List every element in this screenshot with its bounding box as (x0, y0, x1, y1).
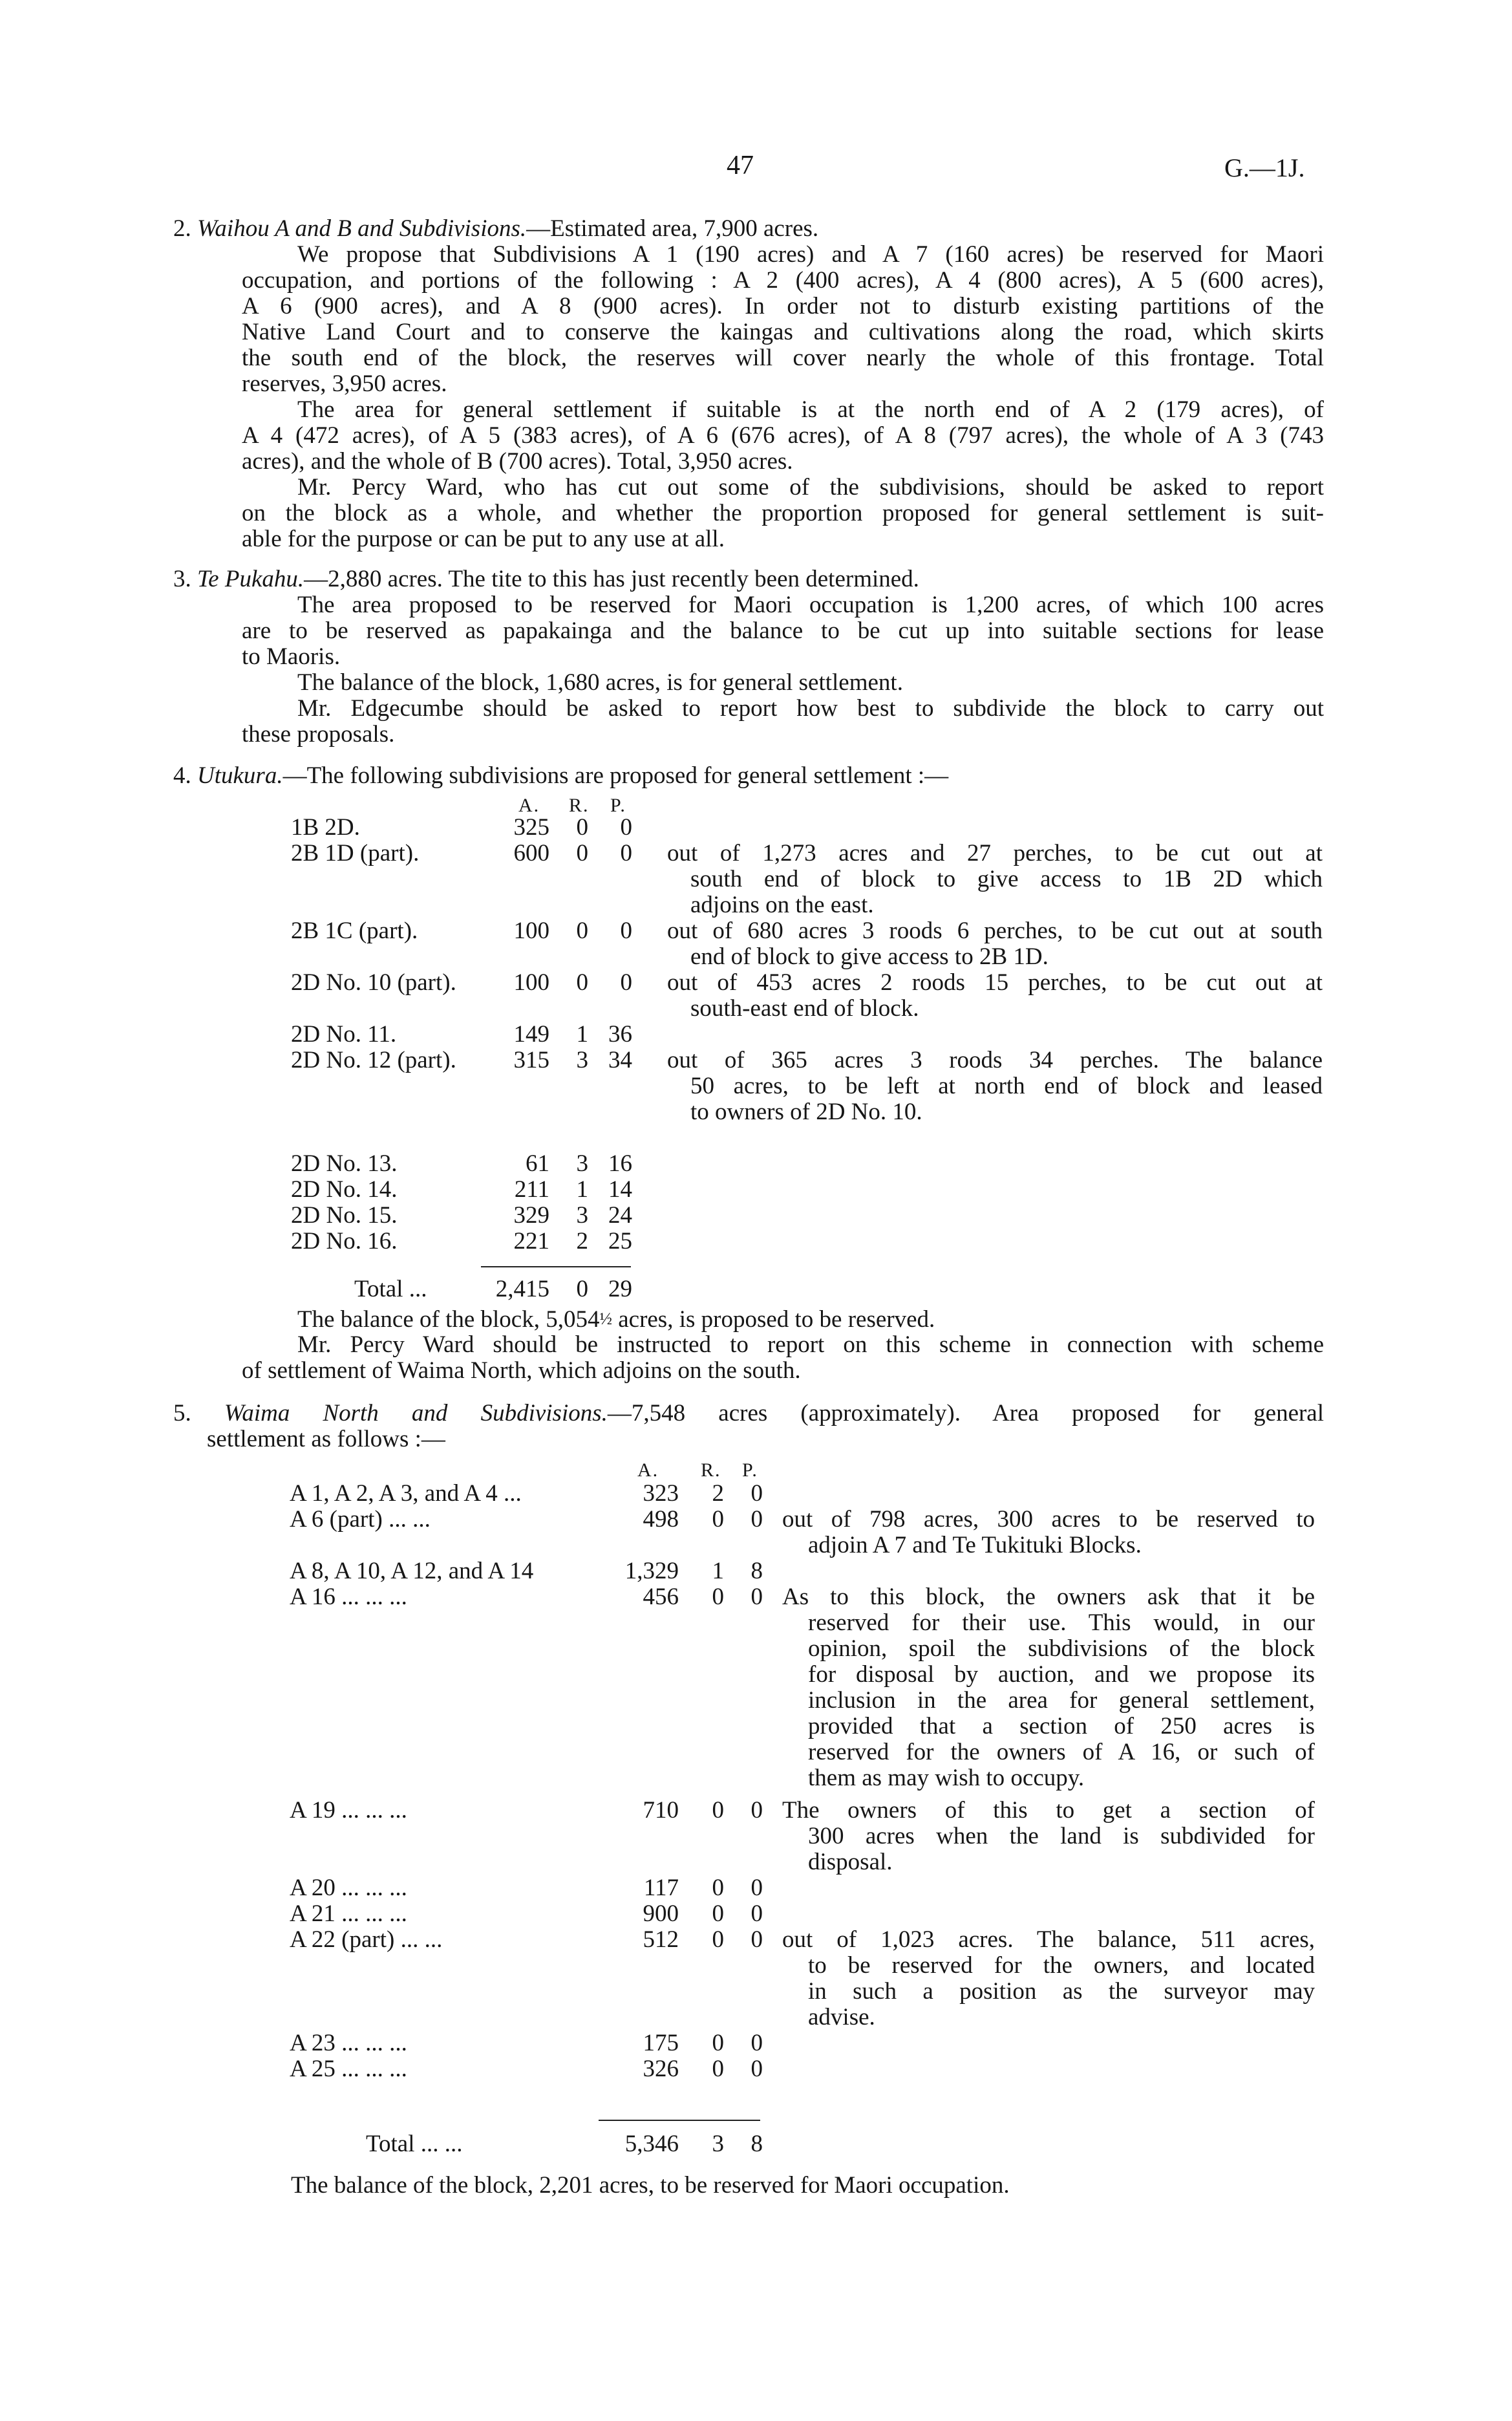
row-roods: 0 (712, 1506, 724, 1533)
row-perches: 16 (608, 1150, 632, 1177)
row-note-line: As to this block, the owners ask that it be (782, 1584, 1315, 1610)
column-header-acres: A. (637, 1459, 659, 1481)
row-roods: 0 (576, 969, 588, 996)
row-perches: 0 (751, 1584, 763, 1610)
row-perches: 25 (608, 1228, 632, 1254)
row-name: 2D No. 16. (291, 1228, 398, 1254)
row-acres: 498 (643, 1506, 679, 1533)
row-acres: 61 (526, 1150, 549, 1177)
column-header-roods: R. (569, 795, 590, 816)
column-header-acres: A. (518, 795, 540, 816)
row-acres: 221 (513, 1228, 549, 1254)
row-roods: 0 (712, 1926, 724, 1953)
row-note-line: south end of block to give access to 1B 2D which (690, 866, 1323, 892)
column-header-perches: P. (610, 795, 626, 816)
column-header-perches: P. (742, 1459, 758, 1481)
page-number: 47 (727, 151, 754, 180)
row-note-line: out of 798 acres, 300 acres to be reserved to (782, 1506, 1315, 1533)
row-perches: 0 (620, 918, 632, 944)
section-2-heading (173, 216, 818, 242)
row-perches: 34 (608, 1047, 632, 1073)
row-perches: 0 (751, 2030, 763, 2056)
row-roods: 0 (712, 1584, 724, 1610)
row-perches: 0 (751, 1480, 763, 1507)
row-roods: 0 (576, 840, 588, 866)
row-perches: 36 (608, 1021, 632, 1048)
row-note-line: to be reserved for the owners, and located (808, 1952, 1315, 1979)
total-rule (599, 2120, 760, 2121)
row-name: A 8, A 10, A 12, and A 14 (290, 1558, 534, 1584)
row-name: 2D No. 15. (291, 1202, 398, 1229)
row-perches: 0 (751, 1506, 763, 1533)
row-roods: 1 (576, 1021, 588, 1048)
row-note-line: disposal. (808, 1849, 893, 1875)
row-acres: 512 (643, 1926, 679, 1953)
column-header-roods: R. (701, 1459, 721, 1481)
section-lead: —Estimated area, 7,900 acres. (526, 215, 819, 242)
row-name: A 21 ... ... ... (290, 1900, 407, 1927)
row-note-line: to owners of 2D No. 10. (690, 1099, 922, 1125)
section-3-para-2: The balance of the block, 1,680 acres, is for general settlement. (297, 669, 903, 696)
row-note-line: advise. (808, 2004, 875, 2030)
row-roods: 0 (576, 918, 588, 944)
section-number: 2. (173, 215, 191, 242)
row-note-line: 300 acres when the land is subdivided for (808, 1823, 1315, 1849)
row-name: 1B 2D. (291, 814, 360, 841)
document-reference: G.—1J. (1224, 153, 1305, 182)
row-note-line: end of block to give access to 2B 1D. (690, 943, 1049, 970)
row-acres: 117 (643, 1875, 679, 1901)
section-title: Waihou A and B and Subdivisions. (197, 215, 527, 242)
row-name: 2D No. 10 (part). (291, 969, 456, 996)
row-acres: 900 (643, 1900, 679, 1927)
row-name: A 23 ... ... ... (290, 2030, 407, 2056)
section-4-balance-note: The balance of the block, 5,054½ acres, is proposed to be reserved. (297, 1306, 935, 1333)
row-perches: 14 (608, 1176, 632, 1203)
row-note-line: out of 1,023 acres. The balance, 511 acres, (782, 1926, 1315, 1953)
total-rule (481, 1266, 631, 1267)
row-note-line: reserved for their use. This would, in our (808, 1609, 1315, 1636)
row-acres: 456 (643, 1584, 679, 1610)
row-acres: 175 (643, 2030, 679, 2056)
row-roods: 0 (712, 1900, 724, 1927)
row-roods: 1 (576, 1176, 588, 1203)
row-acres: 329 (513, 1202, 549, 1229)
row-roods: 2 (712, 1480, 724, 1507)
row-note-line: inclusion in the area for general settlement, (808, 1687, 1315, 1714)
row-perches: 0 (620, 840, 632, 866)
row-acres: 326 (643, 2056, 679, 2082)
row-perches: 0 (751, 1900, 763, 1927)
row-name: A 20 ... ... ... (290, 1875, 407, 1901)
row-roods: 0 (712, 2030, 724, 2056)
section-4-heading: 4. Utukura.—The following subdivisions are proposed for general settlement :— (173, 762, 949, 789)
row-perches: 0 (751, 1797, 763, 1824)
row-note-line: adjoins on the east. (690, 892, 874, 918)
row-roods: 0 (712, 2056, 724, 2082)
row-roods: 2 (576, 1228, 588, 1254)
row-acres: 100 (513, 969, 549, 996)
row-note-line: provided that a section of 250 acres is (808, 1713, 1315, 1739)
row-acres: 149 (513, 1021, 549, 1048)
row-acres: 710 (643, 1797, 679, 1824)
row-perches: 0 (751, 1875, 763, 1901)
row-acres: 325 (513, 814, 549, 841)
row-name: 2D No. 13. (291, 1150, 398, 1177)
row-name: A 19 ... ... ... (290, 1797, 407, 1824)
row-perches: 0 (620, 969, 632, 996)
row-note-line: out of 1,273 acres and 27 perches, to be cut out at (667, 840, 1323, 866)
row-roods: 0 (712, 1875, 724, 1901)
row-name: A 16 ... ... ... (290, 1584, 407, 1610)
row-name: A 25 ... ... ... (290, 2056, 407, 2082)
row-name: A 22 (part) ... ... (290, 1926, 443, 1953)
row-acres: 600 (513, 840, 549, 866)
row-roods: 3 (576, 1047, 588, 1073)
row-perches: 24 (608, 1202, 632, 1229)
row-perches: 0 (620, 814, 632, 841)
section-5-balance-note: The balance of the block, 2,201 acres, to be reserved for Maori occupation. (291, 2172, 1010, 2199)
row-note-line: opinion, spoil the subdivisions of the block (808, 1635, 1315, 1662)
row-acres: 315 (513, 1047, 549, 1073)
row-roods: 1 (712, 1558, 724, 1584)
row-note-line: in such a position as the surveyor may (808, 1978, 1315, 2005)
row-acres: 1,329 (624, 1558, 679, 1584)
row-roods: 0 (712, 1797, 724, 1824)
row-name: 2D No. 14. (291, 1176, 398, 1203)
row-name: A 1, A 2, A 3, and A 4 ... (290, 1480, 522, 1507)
row-roods: 3 (576, 1150, 588, 1177)
row-acres: 323 (643, 1480, 679, 1507)
row-name: A 6 (part) ... ... (290, 1506, 431, 1533)
row-note-line: for disposal by auction, and we propose its (808, 1661, 1315, 1688)
row-roods: 0 (576, 814, 588, 841)
row-note-line: out of 680 acres 3 roods 6 perches, to be cut out at south (667, 918, 1323, 944)
row-acres: 211 (514, 1176, 549, 1203)
row-note-line: them as may wish to occupy. (808, 1765, 1085, 1791)
row-note-line: south-east end of block. (690, 995, 919, 1022)
section-3-heading: 3. Te Pukahu.—2,880 acres. The tite to this has just recently been determined. (173, 566, 919, 592)
row-note-line: 50 acres, to be left at north end of block and leased (690, 1073, 1323, 1099)
row-note-line: adjoin A 7 and Te Tukituki Blocks. (808, 1532, 1142, 1558)
row-acres: 100 (513, 918, 549, 944)
row-perches: 8 (751, 1558, 763, 1584)
row-name: 2D No. 11. (291, 1021, 397, 1048)
row-note-line: reserved for the owners of A 16, or such of (808, 1739, 1315, 1765)
row-roods: 3 (576, 1202, 588, 1229)
row-name: 2D No. 12 (part). (291, 1047, 456, 1073)
row-name: 2B 1C (part). (291, 918, 418, 944)
row-perches: 0 (751, 2056, 763, 2082)
row-name: 2B 1D (part). (291, 840, 420, 866)
row-note-line: out of 365 acres 3 roods 34 perches. The balance (667, 1047, 1323, 1073)
row-perches: 0 (751, 1926, 763, 1953)
row-note-line: out of 453 acres 2 roods 15 perches, to be cut out at (667, 969, 1323, 996)
row-note-line: The owners of this to get a section of (782, 1797, 1315, 1824)
